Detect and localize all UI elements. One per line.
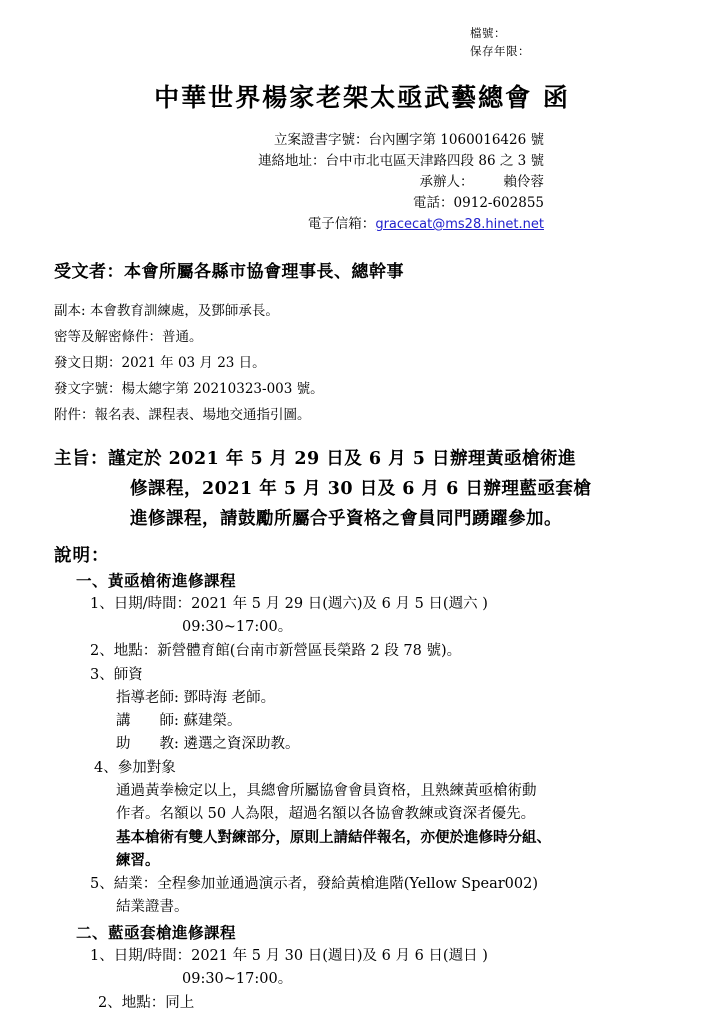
contact-address: 連絡地址：台中市北屯區天津路四段 86 之 3 號 [258,153,544,169]
file-number-label: 檔號： [470,26,506,40]
list-item: 3、師資 [90,667,143,683]
list-item: 1、日期/時間：2021 年 5 月 30 日(週日)及 6 月 6 日(週日 ) [90,948,488,964]
list-item-detail: 結業證書。 [116,899,189,915]
teacher-name: 蘇建榮。 [183,713,242,729]
teacher-row [54,710,670,733]
meta-line: 副本: 本會教育訓練處，及鄧師承長。 [54,303,279,319]
teacher-row [54,733,670,756]
subject-label: 主旨： [54,449,108,469]
teacher-role: 講 師: [116,713,179,729]
list-item-detail: 09:30~17:00。 [182,971,293,987]
contact-person-row [54,172,544,193]
retention-period-label: 保存年限： [470,44,530,58]
meta-line: 發文日期：2021 年 03 月 23 日。 [54,355,266,371]
email-link[interactable]: gracecat@ms28.hinet.net [375,217,544,232]
registration-number: 立案證書字號：台內團字第 1060016426 號 [274,132,544,148]
paragraph-emphasis: 基本槍術有雙人對練部分，原則上請結伴報名，亦便於進修時分組、 [116,829,551,846]
meta-line: 密等及解密條件：普通。 [54,329,203,345]
section-title: 一、黃亟槍術進修課程 [76,571,237,590]
subject-body [108,444,670,534]
subject-block [54,444,670,534]
contact-person-label: 承辦人： [419,174,474,190]
paragraph: 作者。名額以 50 人為限，超過名額以各協會教練或資深者優先。 [116,806,536,822]
section-blue-spear [54,921,670,1015]
paragraph: 通過黃拳檢定以上，具總會所屬協會會員資格，且熟練黃亟槍術動 [116,783,537,799]
subject-line-2: 修課程，2021 年 5 月 30 日及 6 月 6 日辦理藍亟套槍 [130,479,592,499]
phone-number: 電話：0912-602855 [413,195,544,211]
paragraph-emphasis: 練習。 [116,852,160,869]
list-item: 4、參加對象 [94,760,176,776]
email-row [54,214,544,235]
list-item: 1、日期/時間：2021 年 5 月 29 日(週六)及 6 月 5 日(週六 ) [90,596,488,612]
archive-meta [470,24,530,60]
section-title: 二、藍亟套槍進修課程 [76,923,237,942]
teacher-row [54,687,670,710]
list-item-detail: 09:30~17:00。 [182,619,293,635]
document-meta-lines [54,298,670,428]
subject-line-1: 謹定於 2021 年 5 月 29 日及 6 月 5 日辦理黃亟槍術進 [108,449,577,469]
page-title: 中華世界楊家老架太亟武藝總會 函 [154,83,570,112]
subject-line-3: 進修課程，請鼓勵所屬合乎資格之會員同門踴躍參加。 [130,509,562,529]
teacher-name: 鄧時海 老師。 [183,690,276,706]
section-yellow-spear [54,569,670,919]
teacher-role: 指導老師: [116,690,179,706]
recipient-line: 受文者：本會所屬各縣市協會理事長、總幹事 [54,262,404,282]
meta-line: 發文字號：楊太總字第 20210323-003 號。 [54,381,324,397]
organization-info [54,130,670,235]
email-label: 電子信箱： [307,216,376,232]
teacher-name: 遴選之資深助教。 [183,736,300,752]
contact-person-name: 賴伶蓉 [503,174,544,190]
list-item: 2、地點：同上 [98,995,195,1011]
list-item: 5、結業：全程參加並通過演示者，發給黃槍進階(Yellow Spear002) [90,876,539,892]
description-label: 說明： [54,546,110,566]
meta-line: 附件：報名表、課程表、場地交通指引圖。 [54,407,311,423]
teacher-role: 助 教: [116,736,179,752]
list-item: 2、地點：新營體育館(台南市新營區長榮路 2 段 78 號)。 [90,643,462,659]
